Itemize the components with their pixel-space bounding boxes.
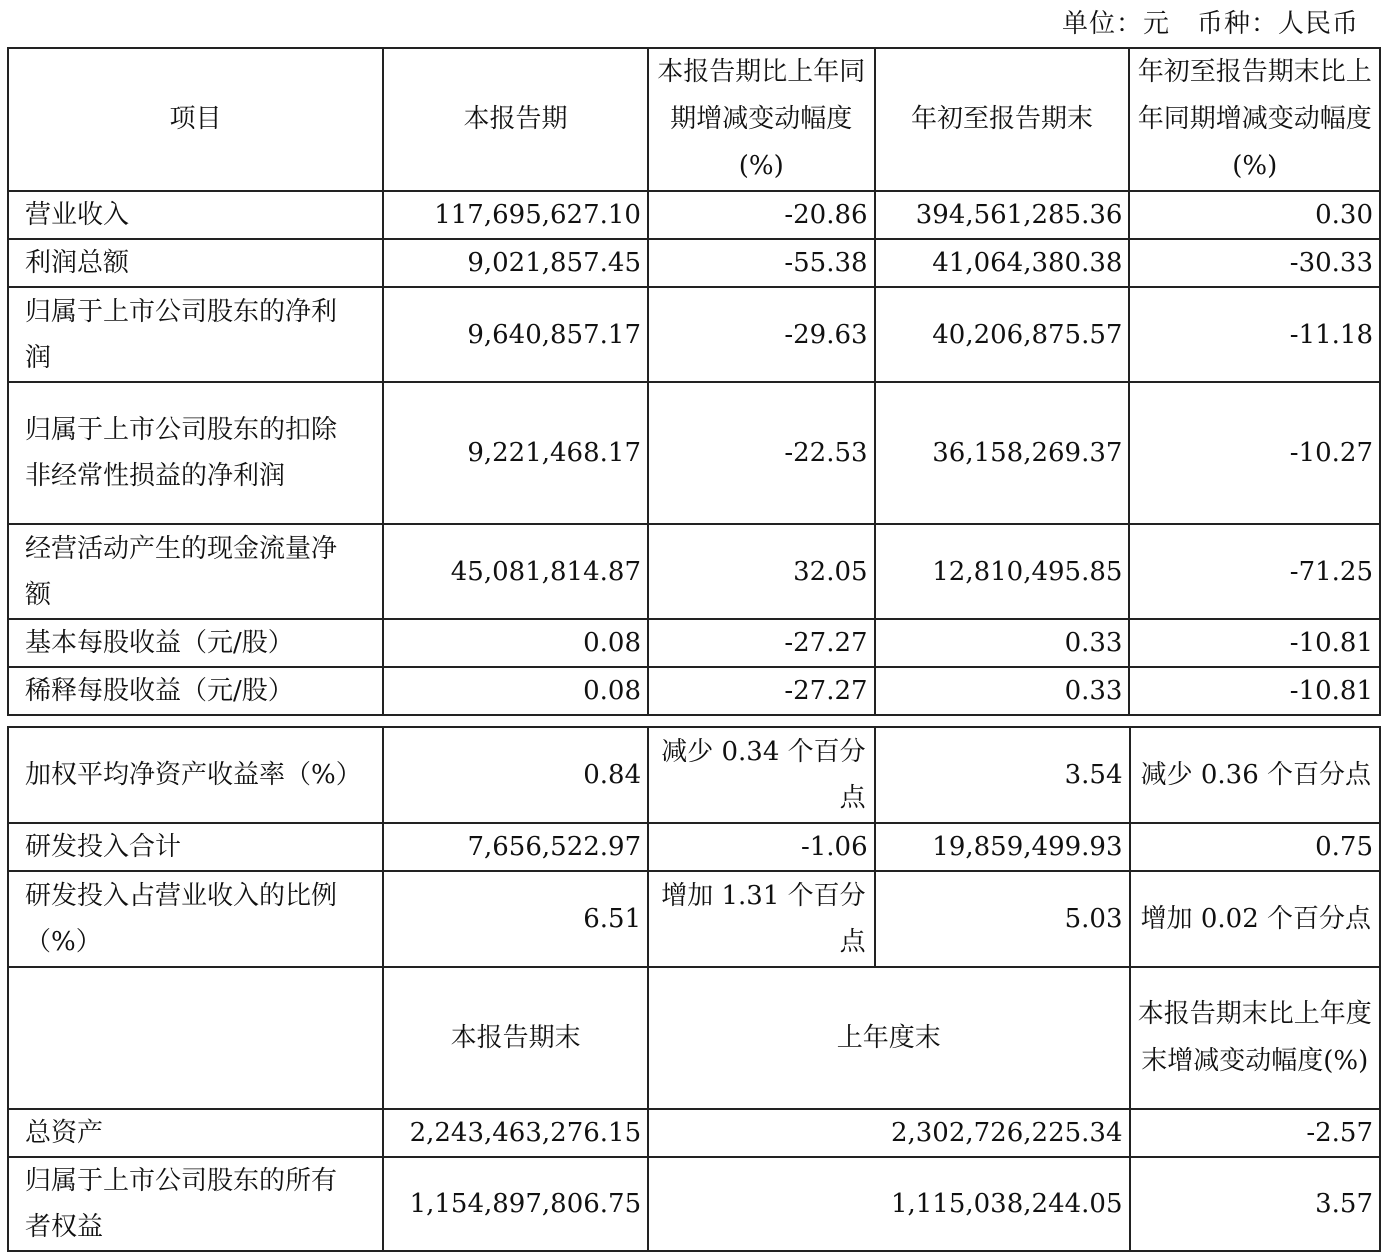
row-ytd-change: 减少 0.36 个百分点 bbox=[1130, 727, 1381, 823]
row-item-label: 稀释每股收益（元/股） bbox=[8, 667, 383, 715]
row-current-change: 减少 0.34 个百分点 bbox=[648, 727, 875, 823]
row-ytd-value: 40,206,875.57 bbox=[875, 287, 1130, 382]
row-period-end-value: 1,154,897,806.75 bbox=[383, 1157, 648, 1251]
row-prior-year-end-value: 2,302,726,225.34 bbox=[648, 1109, 1129, 1157]
row-item-label: 加权平均净资产收益率（%） bbox=[8, 727, 383, 823]
row-ytd-value: 36,158,269.37 bbox=[875, 382, 1130, 524]
row-item-label: 营业收入 bbox=[8, 191, 383, 239]
row-current-value: 9,021,857.45 bbox=[383, 239, 648, 287]
header-blank bbox=[8, 967, 383, 1109]
row-item-label: 归属于上市公司股东的净利润 bbox=[8, 287, 383, 382]
row-item-label: 经营活动产生的现金流量净额 bbox=[8, 524, 383, 619]
row-item-label: 研发投入占营业收入的比例（%） bbox=[8, 871, 383, 967]
row-current-value: 117,695,627.10 bbox=[383, 191, 648, 239]
row-item-label: 总资产 bbox=[8, 1109, 383, 1157]
row-ytd-value: 41,064,380.38 bbox=[875, 239, 1130, 287]
header-current-period: 本报告期 bbox=[383, 48, 648, 191]
table-row bbox=[8, 1157, 1380, 1251]
row-ytd-change: -10.27 bbox=[1129, 382, 1380, 524]
table-row bbox=[8, 191, 1380, 239]
row-current-change: -27.27 bbox=[648, 619, 875, 667]
table-header-row bbox=[8, 967, 1380, 1109]
header-period-end-change: 本报告期末比上年度末增减变动幅度(%) bbox=[1130, 967, 1381, 1109]
table-row bbox=[8, 287, 1380, 382]
row-ytd-change: -10.81 bbox=[1129, 619, 1380, 667]
row-ytd-change: 增加 0.02 个百分点 bbox=[1130, 871, 1381, 967]
unit-currency-note: 单位：元 币种：人民币 bbox=[1061, 9, 1359, 39]
row-current-change: -29.63 bbox=[648, 287, 875, 382]
row-item-label: 利润总额 bbox=[8, 239, 383, 287]
row-item-label: 归属于上市公司股东的扣除非经常性损益的净利润 bbox=[8, 382, 383, 524]
table-row bbox=[8, 1109, 1380, 1157]
row-current-change: -27.27 bbox=[648, 667, 875, 715]
row-prior-year-end-value: 1,115,038,244.05 bbox=[648, 1157, 1129, 1251]
table-header-row bbox=[8, 48, 1380, 191]
row-ytd-value: 0.33 bbox=[875, 667, 1130, 715]
table-row bbox=[8, 382, 1380, 524]
header-current-period-change: 本报告期比上年同期增减变动幅度(%) bbox=[648, 48, 875, 191]
table-row bbox=[8, 727, 1380, 823]
row-current-change: 增加 1.31 个百分点 bbox=[648, 871, 875, 967]
row-ytd-value: 394,561,285.36 bbox=[875, 191, 1130, 239]
row-ytd-change: -10.81 bbox=[1129, 667, 1380, 715]
row-current-change: -20.86 bbox=[648, 191, 875, 239]
row-ytd-value: 5.03 bbox=[875, 871, 1130, 967]
header-prior-year-end: 上年度末 bbox=[648, 967, 1129, 1109]
row-current-value: 9,221,468.17 bbox=[383, 382, 648, 524]
table-row bbox=[8, 619, 1380, 667]
row-ytd-change: -30.33 bbox=[1129, 239, 1380, 287]
table-row bbox=[8, 667, 1380, 715]
row-current-change: -1.06 bbox=[648, 823, 875, 871]
table-row bbox=[8, 871, 1380, 967]
table-row bbox=[8, 823, 1380, 871]
row-ytd-value: 19,859,499.93 bbox=[875, 823, 1130, 871]
table-row bbox=[8, 524, 1380, 619]
row-item-label: 基本每股收益（元/股） bbox=[8, 619, 383, 667]
row-item-label: 归属于上市公司股东的所有者权益 bbox=[8, 1157, 383, 1251]
row-current-value: 6.51 bbox=[383, 871, 648, 967]
row-current-value: 45,081,814.87 bbox=[383, 524, 648, 619]
row-item-label: 研发投入合计 bbox=[8, 823, 383, 871]
table-row bbox=[8, 239, 1380, 287]
row-ytd-change: 0.30 bbox=[1129, 191, 1380, 239]
row-change: 3.57 bbox=[1130, 1157, 1381, 1251]
row-change: -2.57 bbox=[1130, 1109, 1381, 1157]
row-ytd-value: 0.33 bbox=[875, 619, 1130, 667]
row-current-value: 0.84 bbox=[383, 727, 648, 823]
row-current-change: -55.38 bbox=[648, 239, 875, 287]
row-current-value: 0.08 bbox=[383, 667, 648, 715]
financial-summary-table bbox=[7, 47, 1381, 716]
row-current-change: -22.53 bbox=[648, 382, 875, 524]
row-period-end-value: 2,243,463,276.15 bbox=[383, 1109, 648, 1157]
row-ytd-change: -11.18 bbox=[1129, 287, 1380, 382]
row-current-value: 0.08 bbox=[383, 619, 648, 667]
row-current-value: 9,640,857.17 bbox=[383, 287, 648, 382]
header-period-end: 本报告期末 bbox=[383, 967, 648, 1109]
header-item: 项目 bbox=[8, 48, 383, 191]
row-current-value: 7,656,522.97 bbox=[383, 823, 648, 871]
financial-ratio-balance-table bbox=[7, 726, 1381, 1252]
row-current-change: 32.05 bbox=[648, 524, 875, 619]
header-ytd: 年初至报告期末 bbox=[875, 48, 1130, 191]
row-ytd-change: -71.25 bbox=[1129, 524, 1380, 619]
row-ytd-value: 12,810,495.85 bbox=[875, 524, 1130, 619]
header-ytd-change: 年初至报告期末比上年同期增减变动幅度(%) bbox=[1129, 48, 1380, 191]
row-ytd-value: 3.54 bbox=[875, 727, 1130, 823]
row-ytd-change: 0.75 bbox=[1130, 823, 1381, 871]
